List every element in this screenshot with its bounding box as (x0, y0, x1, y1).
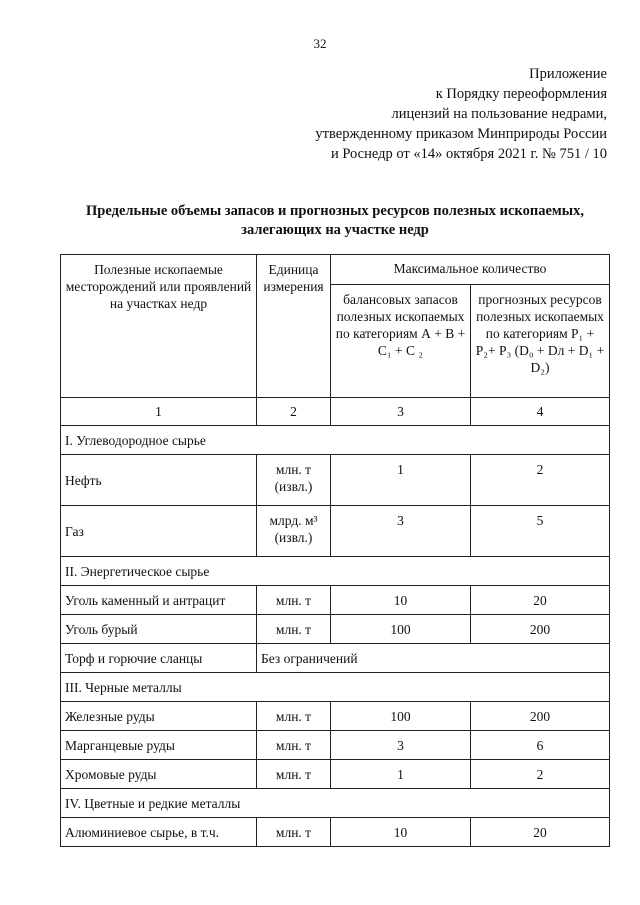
section-title: IV. Цветные и редкие металлы (61, 789, 610, 818)
table-row (61, 586, 610, 615)
title-line: залегающих на участке недр (241, 222, 429, 238)
appendix-line: к Порядку переоформления (435, 86, 607, 102)
unit-cell: млн. т (257, 818, 331, 847)
column-number: 3 (331, 398, 471, 426)
reserves-cell: 3 (331, 731, 471, 760)
appendix-line: и Роснедр от «14» октября 2021 г. № 751 / 10 (330, 146, 607, 162)
appendix-line: утвержденному приказом Минприроды России (315, 126, 607, 142)
column-number: 4 (471, 398, 610, 426)
resources-cell: 6 (471, 731, 610, 760)
table-row (61, 731, 610, 760)
header-mineral: Полезные ископаемые месторождений или проявлений на участках недр (61, 255, 257, 398)
unit-cell: млн. т (257, 702, 331, 731)
title-line: Предельные объемы запасов и прогнозных ресурсов полезных ископаемых, (86, 203, 584, 219)
table-row (61, 615, 610, 644)
resources-cell: 5 (471, 506, 610, 557)
section-row (61, 426, 610, 455)
table-row (61, 455, 610, 506)
reserves-cell: 10 (331, 586, 471, 615)
unit-cell: млн. т (257, 615, 331, 644)
page-number: 32 (313, 36, 327, 51)
resources-cell: 200 (471, 702, 610, 731)
table-row (61, 702, 610, 731)
unit-cell: млн. т (257, 586, 331, 615)
mineral-name: Уголь бурый (61, 615, 257, 644)
unit-cell: млрд. м³ (извл.) (257, 506, 331, 557)
table-row (61, 506, 610, 557)
header-unit: Единица измерения (257, 255, 331, 398)
mineral-name: Нефть (61, 455, 257, 506)
header-reserves: балансовых запасов полезных ископаемых по категориям А + В + С₁ + С ₂ (331, 285, 471, 398)
section-title: I. Углеводородное сырье (61, 426, 610, 455)
column-number: 2 (257, 398, 331, 426)
appendix-line: лицензий на пользование недрами, (391, 106, 607, 122)
reserves-table (60, 254, 610, 847)
mineral-name: Газ (61, 506, 257, 557)
mineral-name: Торф и горючие сланцы (61, 644, 257, 673)
reserves-cell: 100 (331, 615, 471, 644)
unit-cell: млн. т (257, 731, 331, 760)
section-row (61, 673, 610, 702)
header-max-quantity: Максимальное количество (331, 255, 610, 285)
resources-cell: 20 (471, 818, 610, 847)
header-resources: прогнозных ресурсов полезных ископаемых по категориям Р₁ + Р₂+ Р₃ (D₀ + Dл + D₁ + D₂) (471, 285, 610, 398)
column-number: 1 (61, 398, 257, 426)
reserves-cell: 10 (331, 818, 471, 847)
mineral-name: Алюминиевое сырье, в т.ч. (61, 818, 257, 847)
section-title: III. Черные металлы (61, 673, 610, 702)
table-row (61, 644, 610, 673)
section-row (61, 789, 610, 818)
reserves-cell: 1 (331, 455, 471, 506)
resources-cell: 2 (471, 760, 610, 789)
unit-cell: млн. т (257, 760, 331, 789)
document-title (40, 202, 630, 240)
table-row (61, 818, 610, 847)
resources-cell: 20 (471, 586, 610, 615)
mineral-name: Хромовые руды (61, 760, 257, 789)
mineral-name: Марганцевые руды (61, 731, 257, 760)
reserves-cell: 100 (331, 702, 471, 731)
unit-cell: Без ограничений (257, 644, 610, 673)
table-header-row (61, 255, 610, 285)
unit-cell: млн. т (извл.) (257, 455, 331, 506)
section-row (61, 557, 610, 586)
section-title: II. Энергетическое сырье (61, 557, 610, 586)
resources-cell: 2 (471, 455, 610, 506)
appendix-line: Приложение (529, 66, 607, 82)
column-number-row (61, 398, 610, 426)
appendix-block (315, 64, 607, 164)
reserves-cell: 3 (331, 506, 471, 557)
mineral-name: Уголь каменный и антрацит (61, 586, 257, 615)
mineral-name: Железные руды (61, 702, 257, 731)
resources-cell: 200 (471, 615, 610, 644)
table-row (61, 760, 610, 789)
reserves-cell: 1 (331, 760, 471, 789)
